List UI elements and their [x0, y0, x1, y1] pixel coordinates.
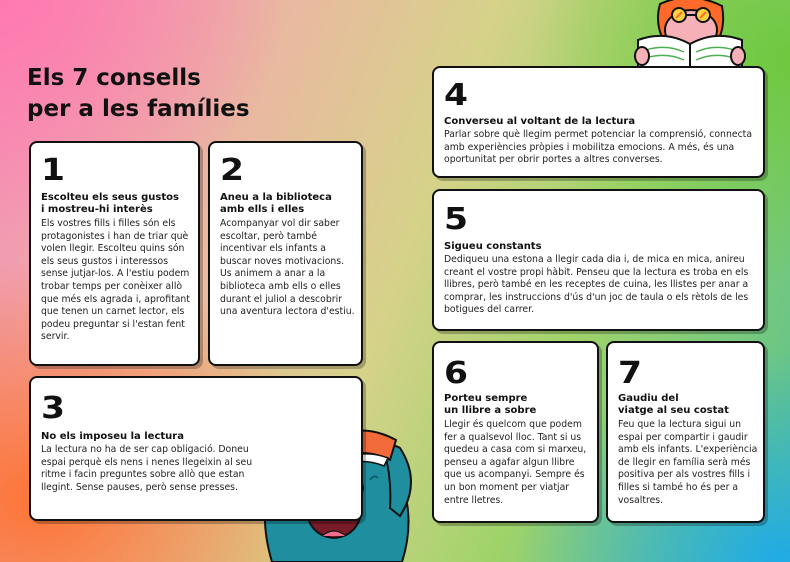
tip-number-7: 7 — [618, 356, 643, 391]
tip-heading-6: Porteu sempre un llibre a sobre — [444, 393, 537, 416]
tip-card-3 — [29, 376, 363, 521]
tip-heading-5: Sigueu constants — [444, 241, 542, 252]
tip-card-4 — [432, 66, 765, 178]
tip-number-3: 3 — [41, 391, 66, 426]
tip-card-6 — [432, 341, 599, 523]
tip-text-5: Dediqueu una estona a llegir cada dia i, de mica en mica, anireu creant el vostre propi hàbit. Penseu que la lectura es troba en els llibres, però també en les receptes de cuina, les llistes per anar a comprar, les instruccions d'ús d'un joc de taula o els rètols de les botigues del carrer. — [444, 254, 749, 316]
tip-card-7 — [606, 341, 765, 523]
tip-card-1 — [29, 141, 200, 366]
tip-number-1: 1 — [41, 153, 66, 188]
tip-heading-1: Escolteu els seus gustos i mostreu-hi interès — [41, 192, 179, 215]
tip-text-7: Feu que la lectura sigui un espai per compartir i gaudir amb els infants. L'experiència de llegir en família serà més positiva per als vostres fills i filles si també ho és per a vosaltres. — [618, 419, 758, 506]
tip-card-5 — [432, 189, 765, 331]
page-title — [27, 63, 250, 125]
tip-number-6: 6 — [444, 356, 469, 391]
tip-card-2 — [208, 141, 363, 366]
tip-number-2: 2 — [220, 153, 245, 188]
tip-text-3: La lectura no ha de ser cap obligació. Doneu espai perquè els nens i nenes llegeixin al seu ritme i facin preguntes sobre allò que estan llegint. Sense pauses, però sense presses. — [41, 444, 253, 493]
tip-text-2: Acompanyar vol dir saber escoltar, però també incentivar els infants a buscar noves motivacions. Us animem a anar a la biblioteca amb ells o elles durant el juliol a descobrir una aventura lectora d'estiu. — [220, 218, 355, 318]
tip-text-1: Els vostres fills i filles són els protagonistes i han de triar què volen llegir. Escolteu quins són els seus gustos i interessos sense jutjar-los. A l'estiu podem trobar temps per conèixer allò que més els agrada i, aprofitant que tenen un carnet lector, els podeu preguntar si l'estan fent servir. — [41, 218, 190, 343]
tip-heading-3: No els imposeu la lectura — [41, 431, 184, 442]
tip-heading-4: Converseu al voltant de la lectura — [444, 116, 636, 127]
title-line-1: Els 7 consells — [27, 65, 201, 91]
tip-text-4: Parlar sobre què llegim permet potenciar la comprensió, connecta amb experiències pròpies i mobilitza emocions. A més, és una oportunitat per obrir portes a altres converses. — [444, 129, 753, 166]
tip-heading-2: Aneu a la biblioteca amb ells i elles — [220, 192, 332, 215]
tip-number-5: 5 — [444, 202, 469, 237]
tip-heading-7: Gaudiu del viatge al seu costat — [618, 393, 729, 416]
tip-number-4: 4 — [444, 78, 469, 113]
title-line-2: per a les famílies — [27, 96, 250, 122]
tip-text-6: Llegir és quelcom que podem fer a qualsevol lloc. Tant si us quedeu a casa com si marxeu, penseu a agafar algun llibre que us acompanyi. Sempre és un bon moment per viatjar entre lletres. — [444, 419, 587, 506]
girl-reading-illustration — [630, 0, 750, 74]
